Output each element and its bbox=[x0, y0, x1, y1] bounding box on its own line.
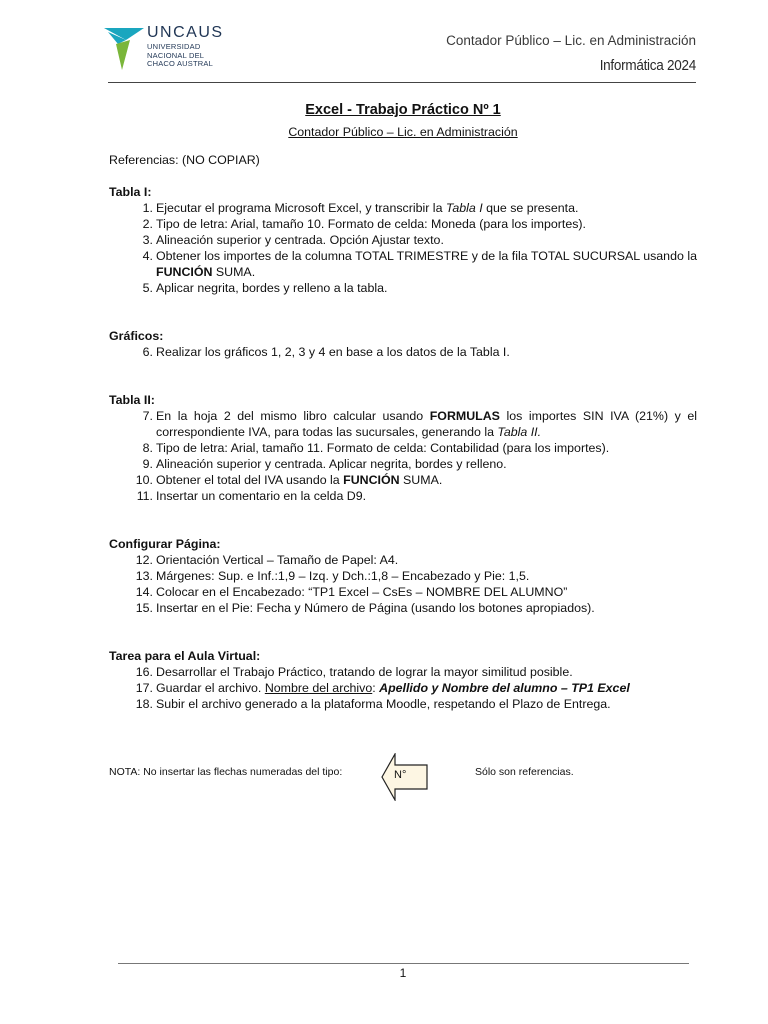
list-item: 17. Guardar el archivo. Nombre del archivo: Apellido y Nombre del alumno – TP1 Excel bbox=[135, 681, 630, 695]
header-career: Contador Público – Lic. en Administración bbox=[446, 33, 696, 48]
document-subtitle: Contador Público – Lic. en Administración bbox=[288, 125, 518, 139]
tabla2-list bbox=[109, 408, 697, 504]
header-divider bbox=[108, 82, 696, 83]
list-item: 1. Ejecutar el programa Microsoft Excel, y transcribir la Tabla I que se presenta. bbox=[142, 201, 579, 215]
footer-divider bbox=[118, 963, 689, 964]
page-number: 1 bbox=[399, 966, 407, 980]
list-item: 15. Insertar en el Pie: Fecha y Número de Página (usando los botones apropiados). bbox=[135, 601, 595, 615]
references-line: Referencias: (NO COPIAR) bbox=[109, 153, 260, 167]
list-item: 12. Orientación Vertical – Tamaño de Papel: A4. bbox=[135, 553, 399, 567]
uncaus-logo-icon bbox=[104, 26, 144, 72]
list-item: 16. Desarrollar el Trabajo Práctico, tratando de lograr la mayor similitud posible. bbox=[135, 665, 573, 679]
list-item: 9. Alineación superior y centrada. Aplicar negrita, bordes y relleno. bbox=[142, 457, 507, 471]
list-item: 7. En la hoja 2 del mismo libro calcular usando FORMULAS los importes SIN IVA (21%) y el correspondiente IVA, para todas las sucursales, generando la Tabla II. bbox=[142, 409, 697, 439]
config-list bbox=[109, 552, 697, 616]
graficos-list bbox=[109, 344, 697, 360]
list-item: 8. Tipo de letra: Arial, tamaño 11. Formato de celda: Contabilidad (para los importes). bbox=[142, 441, 610, 455]
section-title-graficos: Gráficos: bbox=[109, 329, 164, 343]
section-title-tabla2: Tabla II: bbox=[109, 393, 155, 407]
nota-text: NOTA: No insertar las flechas numeradas del tipo: bbox=[109, 766, 343, 778]
section-title-config: Configurar Página: bbox=[109, 537, 221, 551]
arrow-label: N° bbox=[394, 769, 407, 781]
logo-name: UNCAUS bbox=[147, 24, 224, 41]
list-item: 13. Márgenes: Sup. e Inf.:1,9 – Izq. y Dch.:1,8 – Encabezado y Pie: 1,5. bbox=[135, 569, 530, 583]
list-item: 11. Insertar un comentario en la celda D9. bbox=[136, 489, 367, 503]
header-course: Informática 2024 bbox=[599, 57, 696, 74]
list-item: 3. Alineación superior y centrada. Opción Ajustar texto. bbox=[142, 233, 444, 247]
logo-subtitle bbox=[147, 43, 257, 69]
document-body bbox=[109, 100, 697, 712]
document-title: Excel - Trabajo Práctico Nº 1 bbox=[305, 102, 501, 118]
logo-sub-line: CHACO AUSTRAL bbox=[147, 59, 213, 68]
logo-sub-line: NACIONAL DEL bbox=[147, 50, 205, 60]
list-item: 4. Obtener los importes de la columna TOTAL TRIMESTRE y de la fila TOTAL SUCURSAL usando la FUNCIÓN SUMA. bbox=[142, 249, 697, 279]
list-item: 5. Aplicar negrita, bordes y relleno a la tabla. bbox=[142, 281, 388, 295]
list-item: 10. Obtener el total del IVA usando la FUNCIÓN SUMA. bbox=[135, 473, 443, 487]
tabla1-list bbox=[109, 200, 697, 296]
list-item: 18. Subir el archivo generado a la plataforma Moodle, respetando el Plazo de Entrega. bbox=[135, 697, 611, 711]
list-item: 6. Realizar los gráficos 1, 2, 3 y 4 en base a los datos de la Tabla I. bbox=[142, 345, 510, 359]
section-title-tabla1: Tabla I: bbox=[109, 185, 152, 199]
nota-after-text: Sólo son referencias. bbox=[475, 766, 574, 778]
list-item: 14. Colocar en el Encabezado: “TP1 Excel – CsEs – NOMBRE DEL ALUMNO” bbox=[135, 585, 568, 599]
logo-sub-line: UNIVERSIDAD bbox=[147, 42, 201, 51]
section-title-tarea: Tarea para el Aula Virtual: bbox=[109, 649, 261, 663]
list-item: 2. Tipo de letra: Arial, tamaño 10. Formato de celda: Moneda (para los importes). bbox=[142, 217, 586, 231]
tarea-list bbox=[109, 664, 697, 712]
page-header bbox=[0, 0, 768, 90]
uncaus-logo bbox=[104, 26, 254, 74]
